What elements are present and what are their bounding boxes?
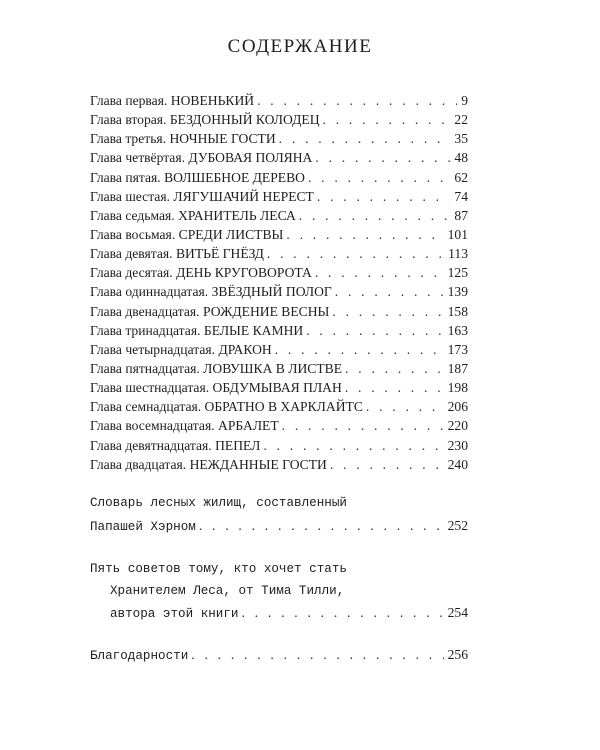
chapter-number: Глава вторая. [90,112,167,128]
page-number: 113 [448,246,468,262]
page-number: 173 [447,341,468,357]
dot-leader [299,208,451,224]
table-of-contents [90,93,468,476]
dot-leader [279,131,451,147]
appendix-line [90,562,468,584]
dot-leader [330,457,444,473]
toc-entry [90,361,468,380]
dot-leader [315,265,444,281]
chapter-title: РОЖДЕНИЕ ВЕСНЫ [203,303,330,319]
dot-leader [241,605,443,621]
toc-entry [90,380,468,399]
chapter-number: Глава пятнадцатая. [90,360,200,376]
chapter-number: Глава одиннадцатая. [90,284,209,300]
appendix-line [90,605,468,627]
chapter-title: ДУБОВАЯ ПОЛЯНА [188,150,313,166]
toc-entry-text [90,246,267,262]
dot-leader [306,323,443,339]
toc-entry [90,457,468,476]
toc-entry-text [90,227,286,243]
toc-entry-text [90,399,366,415]
page-number: 158 [447,303,468,319]
toc-entry [90,438,468,457]
chapter-number: Глава пятая. [90,169,161,185]
chapter-number: Глава восьмая. [90,226,176,242]
toc-entry-text [90,457,330,473]
page-number: 62 [454,169,468,185]
chapter-title: ХРАНИТЕЛЬ ЛЕСА [178,207,296,223]
chapter-title: НЕЖДАННЫЕ ГОСТИ [189,456,327,472]
toc-entry [90,323,468,342]
toc-entry [90,131,468,150]
page-number: 87 [454,207,468,223]
toc-entry-text [90,380,345,396]
page-number: 206 [447,399,468,415]
appendix-line [90,647,468,669]
chapter-title: НОВЕНЬКИЙ [170,93,255,108]
dot-leader [282,418,444,434]
chapter-number: Глава девятнадцатая. [90,437,212,453]
chapter-title: ПЕПЕЛ [215,437,261,453]
toc-entry [90,265,468,284]
dot-leader [366,399,444,415]
page-number: 139 [447,284,468,300]
chapter-title: БЕЗДОННЫЙ КОЛОДЕЦ [169,112,320,128]
page-number: 254 [447,605,468,620]
toc-entry [90,93,468,112]
toc-entry-text [90,170,308,186]
appendix-line [90,496,468,518]
page-number: 220 [447,418,468,434]
dot-leader [323,112,451,128]
page-number: 48 [454,150,468,166]
dot-leader [257,93,457,109]
toc-entry-text [90,304,332,320]
appendix-entry-acknowledgements [90,647,468,669]
toc-entry-text [90,361,345,377]
chapter-number: Глава семнадцатая. [90,399,202,415]
toc-entry [90,170,468,189]
dot-leader [335,284,444,300]
chapter-number: Глава первая. [90,93,168,108]
chapter-number: Глава восемнадцатая. [90,418,215,434]
toc-entry-text [90,112,323,128]
page-title: СОДЕРЖАНИЕ [227,36,373,57]
chapter-title: ВИТЬЁ ГНЁЗД [175,246,264,262]
dot-leader [332,304,443,320]
page-number: 252 [447,517,468,533]
dot-leader [263,438,443,454]
dot-leader [275,342,444,358]
page-number: 187 [447,360,468,376]
dot-leader [317,189,451,205]
chapter-title: БЕЛЫЕ КАМНИ [203,322,304,338]
appendix-line [90,518,468,540]
page-number: 163 [447,322,468,338]
appendix-entry-glossary [90,496,468,539]
chapter-number: Глава седьмая. [90,207,175,223]
chapter-number: Глава десятая. [90,265,173,281]
chapter-number: Глава девятая. [90,246,173,262]
chapter-title: ЛЯГУШАЧИЙ НЕРЕСТ [173,188,314,204]
toc-entry [90,208,468,227]
page-number: 35 [454,131,468,147]
toc-entry-text [90,131,279,147]
toc-entry [90,150,468,169]
chapter-title: ДРАКОН [218,341,272,357]
chapter-title: АРБАЛЕТ [218,418,279,434]
toc-entry-text [90,418,282,434]
page-number: 101 [447,226,468,242]
appendix-line-text: Папашей Хэрном [90,519,196,534]
chapter-title: СРЕДИ ЛИСТВЫ [178,226,284,242]
toc-entry [90,304,468,323]
chapter-title: НОЧНЫЕ ГОСТИ [169,131,276,147]
dot-leader [267,246,444,262]
toc-entry [90,342,468,361]
page-number: 240 [447,456,468,472]
page-number: 9 [461,93,468,108]
toc-entry [90,112,468,131]
page-number: 198 [447,380,468,396]
toc-entry-text [90,342,275,358]
toc-entry-text [90,323,306,339]
chapter-title: ОБРАТНО В ХАРКЛАЙТС [204,399,363,415]
toc-entry-text [90,265,315,281]
chapter-number: Глава четвёртая. [90,150,185,166]
appendix-line-text: автора этой книги [110,607,239,621]
toc-entry [90,227,468,246]
chapter-number: Глава шестнадцатая. [90,380,210,396]
chapter-title: ДЕНЬ КРУГОВОРОТА [176,265,312,281]
chapter-number: Глава тринадцатая. [90,322,201,338]
dot-leader [286,227,443,243]
appendix-line-text: Хранителем Леса, от Тима Тилли, [110,583,345,598]
chapter-number: Глава четырнадцатая. [90,341,216,357]
toc-entry [90,246,468,265]
dot-leader [191,647,443,663]
appendix-line-text: Пять советов тому, кто хочет стать [90,562,347,576]
chapter-title: ВОЛШЕБНОЕ ДЕРЕВО [164,169,305,185]
appendix-line [90,584,468,606]
toc-entry [90,284,468,303]
page-number: 22 [454,112,468,128]
toc-entry [90,418,468,437]
dot-leader [345,361,444,377]
toc-entry-text [90,93,257,109]
page-number: 74 [454,188,468,204]
toc-entry-text [90,189,317,205]
page-number: 256 [447,647,468,662]
chapter-number: Глава третья. [90,131,167,147]
toc-entry-text [90,284,335,300]
dot-leader [315,150,450,166]
toc-entry [90,189,468,208]
chapter-number: Глава двенадцатая. [90,303,200,319]
page-number: 125 [447,265,468,281]
dot-leader [345,380,444,396]
toc-entry [90,399,468,418]
chapter-number: Глава шестая. [90,188,170,204]
appendix-line-text: Благодарности [90,649,189,663]
toc-entry-text [90,438,263,454]
toc-entry-text [90,208,299,224]
chapter-number: Глава двадцатая. [90,456,187,472]
chapter-title: ЛОВУШКА В ЛИСТВЕ [203,360,343,376]
chapter-title: ЗВЁЗДНЫЙ ПОЛОГ [211,284,332,300]
chapter-title: ОБДУМЫВАЯ ПЛАН [212,380,342,396]
dot-leader [308,170,450,186]
appendix-entry-advice [90,562,468,627]
dot-leader [199,518,444,534]
page-number: 230 [447,437,468,453]
toc-entry-text [90,150,315,166]
appendix-line-text: Словарь лесных жилищ, составленный [90,496,347,510]
